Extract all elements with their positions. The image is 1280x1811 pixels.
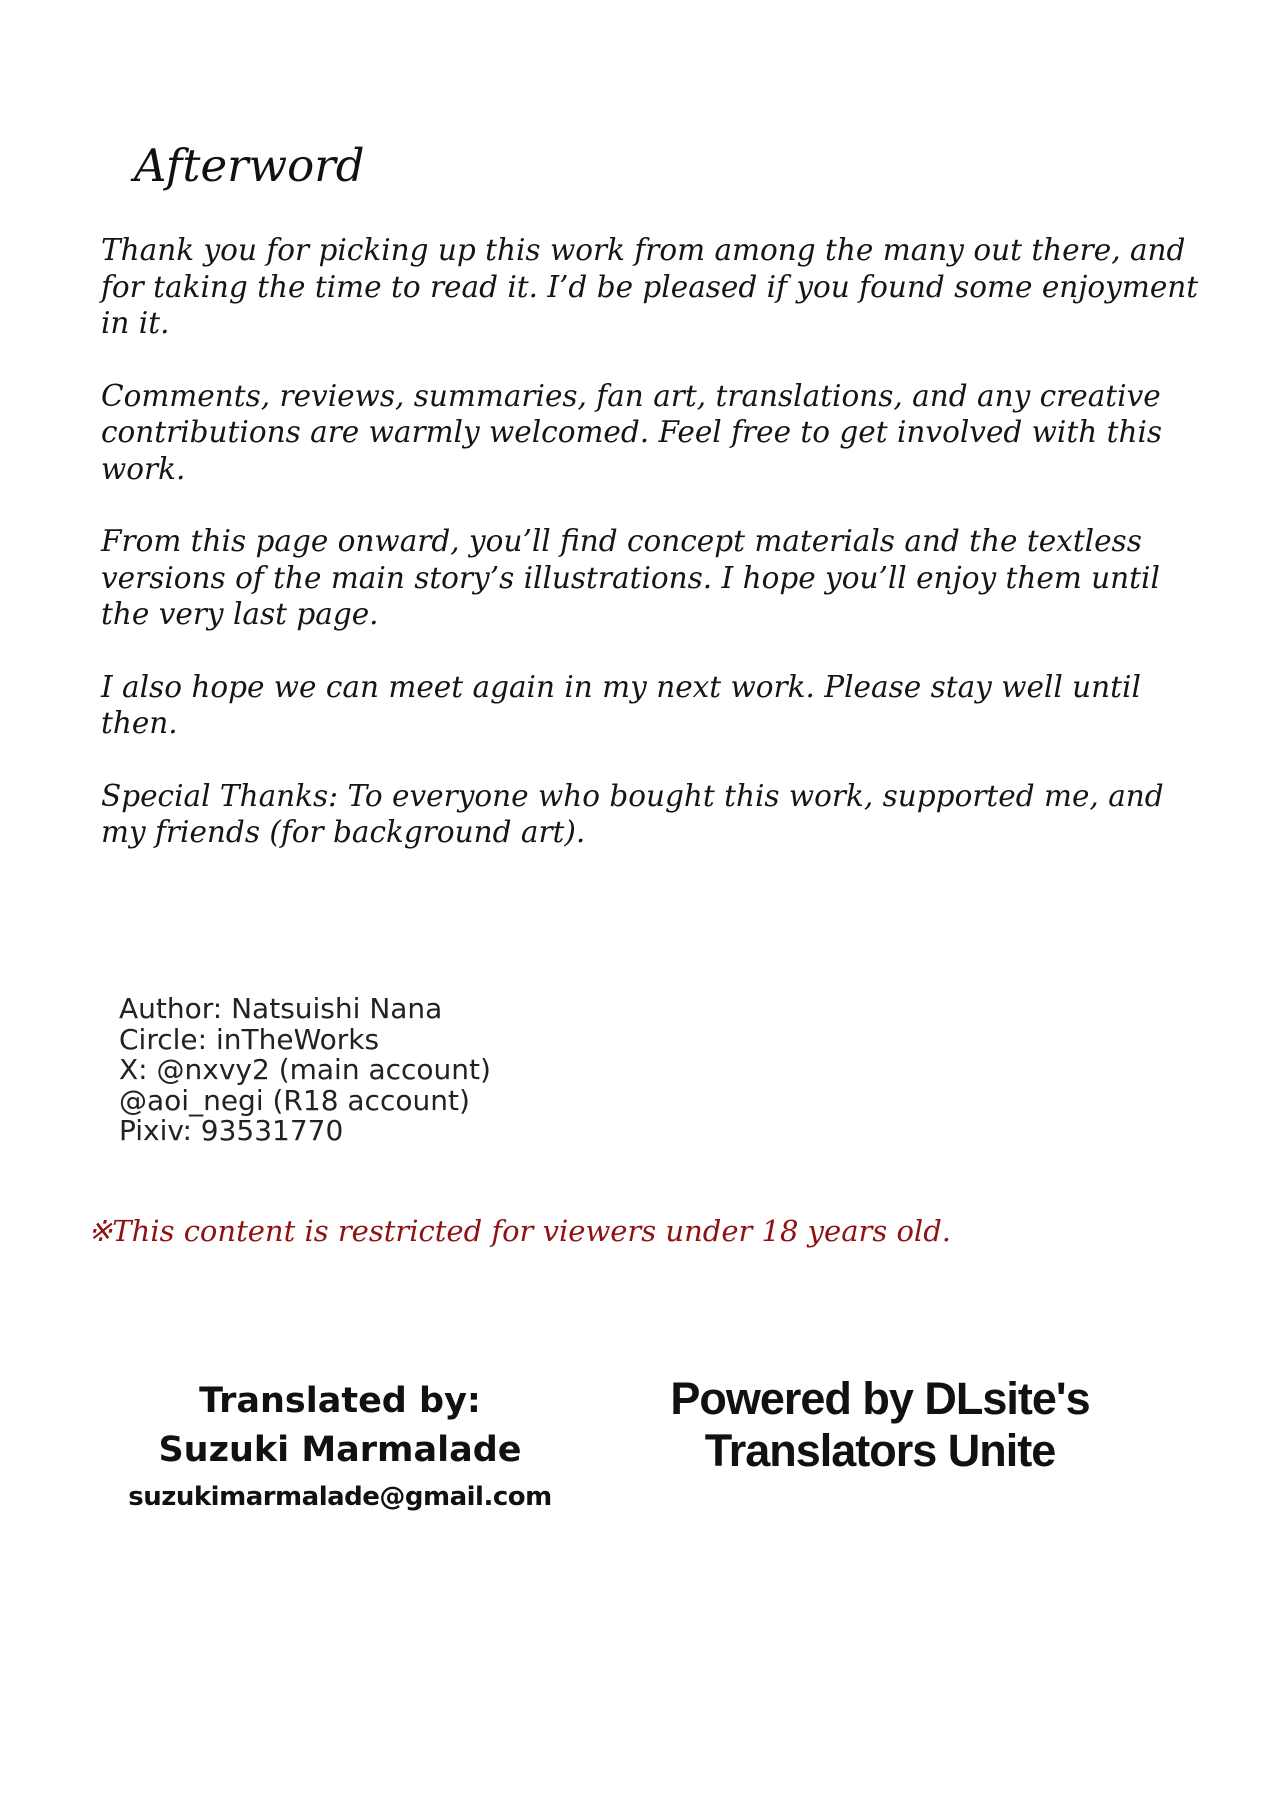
powered-by-line1: Powered by DLsite's xyxy=(670,1373,1090,1424)
powered-by-line2: Translators Unite xyxy=(704,1425,1056,1476)
paragraph-contributions: Comments, reviews, summaries, fan art, translations, and any creative contributions are warmly welcomed. Feel free to get involved with this work. xyxy=(101,378,1163,486)
age-restriction-notice: ※This content is restricted for viewers under 18 years old. xyxy=(88,1214,951,1248)
translator-credit xyxy=(120,1377,560,1519)
translator-email: suzukimarmalade@gmail.com xyxy=(128,1482,552,1512)
credit-x-main: X: @nxvy2 (main account) xyxy=(119,1053,491,1086)
paragraph-thanks: Thank you for picking up this work from among the many out there, and for taking the time to read it. I’d be pleased if you found some enjoyment in it. xyxy=(101,233,1199,340)
paragraph-special-thanks: Special Thanks: To everyone who bought this work, supported me, and my friends (for background art). xyxy=(101,778,1164,849)
credit-x-r18: @aoi_negi (R18 account) xyxy=(119,1083,470,1117)
powered-by-credit xyxy=(660,1373,1100,1477)
page-title: Afterword xyxy=(134,139,365,192)
credit-circle: Circle: inTheWorks xyxy=(119,1022,380,1056)
credit-pixiv: Pixiv: 93531770 xyxy=(119,1114,344,1147)
paragraph-next-work: I also hope we can meet again in my next work. Please stay well until then. xyxy=(101,669,1141,740)
paragraph-bonus-content: From this page onward, you’ll find concept materials and the textless versions of the main story’s illustrations. I hope you’ll enjoy them until the very last page. xyxy=(101,524,1160,631)
afterword-body xyxy=(101,232,1211,887)
credit-author: Author: Natsuishi Nana xyxy=(119,992,443,1025)
translator-name: Suzuki Marmalade xyxy=(158,1430,522,1470)
translator-label: Translated by: xyxy=(199,1381,481,1421)
author-credits xyxy=(119,994,491,1147)
